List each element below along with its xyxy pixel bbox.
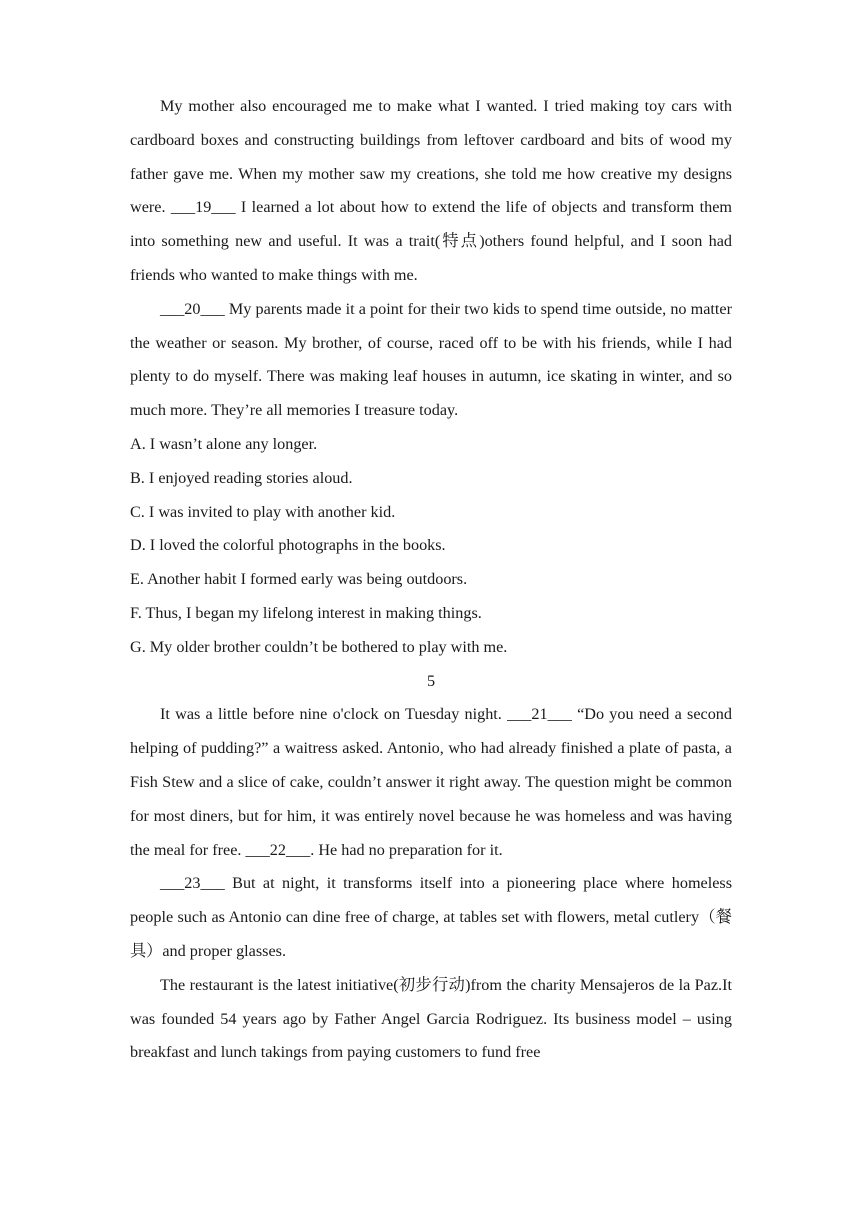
- section-number: 5: [426, 671, 436, 690]
- paragraph: My mother also encouraged me to make what I wanted. I tried making toy cars with cardboard boxes and constructing buildings from leftover cardboard and bits of wood my father gave me. When my mother saw my creations, she told me how creative my designs were. ___19___ I learned a lot about how to extend the life of objects and transform them into something new and useful. It was a trait(特点)others found helpful, and I soon had friends who wanted to make things with me.: [130, 97, 732, 284]
- document-page: [130, 90, 732, 1070]
- answer-options: [130, 428, 732, 665]
- option-f: F. Thus, I began my lifelong interest in making things.: [130, 603, 482, 622]
- option-e: E. Another habit I formed early was being outdoors.: [130, 570, 468, 589]
- option-d: D. I loved the colorful photographs in the books.: [130, 536, 446, 555]
- paragraph: ___23___ But at night, it transforms itself into a pioneering place where homeless people such as Antonio can dine free of charge, at tables set with flowers, metal cutlery（餐具）and proper glasses.: [130, 874, 732, 960]
- option-a: A. I wasn’t alone any longer.: [130, 434, 318, 453]
- option-b: B. I enjoyed reading stories aloud.: [130, 468, 353, 487]
- option-g: G. My older brother couldn’t be bothered to play with me.: [130, 637, 508, 656]
- paragraph: It was a little before nine o'clock on Tuesday night. ___21___ “Do you need a second helping of pudding?” a waitress asked. Antonio, who had already finished a plate of pasta, a Fish Stew and a slice of cake, couldn’t answer it right away. The question might be common for most diners, but for him, it was entirely novel because he was homeless and was having the meal for free. ___22___. He had no preparation for it.: [130, 705, 732, 859]
- option-c: C. I was invited to play with another kid.: [130, 502, 396, 521]
- paragraph: The restaurant is the latest initiative(初步行动)from the charity Mensajeros de la Paz.It was founded 54 years ago by Father Angel Garcia Rodriguez. Its business model – using breakfast and lunch takings from paying customers to fund free: [130, 975, 732, 1062]
- paragraph: ___20___ My parents made it a point for their two kids to spend time outside, no matter the weather or season. My brother, of course, raced off to be with his friends, while I had plenty to do myself. There was making leaf houses in autumn, ice skating in winter, and so much more. They’re all memories I treasure today.: [130, 299, 732, 420]
